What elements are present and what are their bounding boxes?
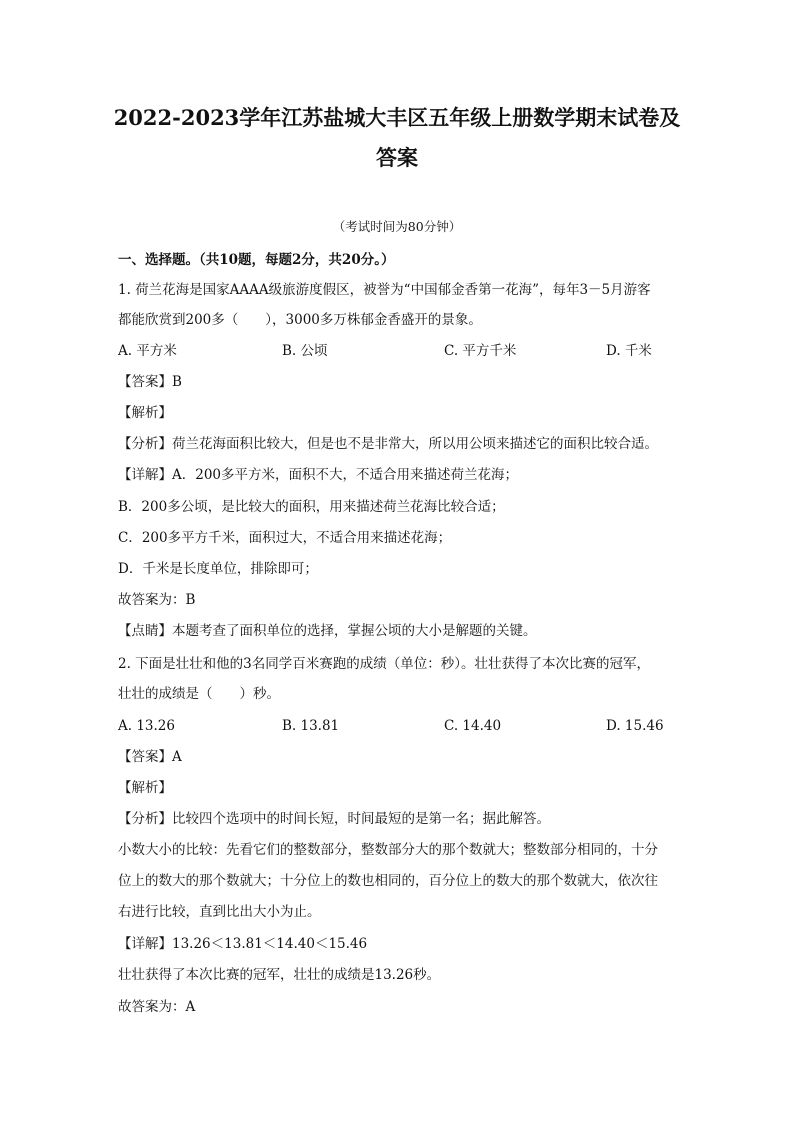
q2-analysis-heading: 【解析】 bbox=[118, 780, 172, 796]
q1-option-c: C. 平方千米 bbox=[444, 343, 517, 359]
q2-analysis: 【分析】比较四个选项中的时间长短，时间最短的是第一名；据此解答。 bbox=[118, 811, 550, 827]
q1-answer: 【答案】B bbox=[118, 374, 182, 390]
q2-option-d: D. 15.46 bbox=[606, 718, 664, 734]
q2-detail-2: 壮壮获得了本次比赛的冠军，壮壮的成绩是13.26秒。 bbox=[118, 967, 441, 983]
section-heading: 一、选择题。（共10题，每题2分，共20分。） bbox=[118, 252, 395, 268]
q2-rule-line-1: 小数大小的比较：先看它们的整数部分，整数部分大的那个数就大；整数部分相同的，十分 bbox=[118, 842, 658, 858]
q1-stem-line-2: 都能欣赏到200多（ ），3000多万株郁金香盛开的景象。 bbox=[118, 312, 482, 328]
q1-detail-3: C．200多平方千米，面积过大，不适合用来描述花海； bbox=[118, 530, 452, 546]
q2-option-b: B. 13.81 bbox=[282, 718, 340, 734]
q1-analysis: 【分析】荷兰花海面积比较大，但是也不是非常大，所以用公顷来描述它的面积比较合适。 bbox=[118, 436, 658, 452]
q2-option-a: A. 13.26 bbox=[118, 718, 175, 734]
q2-rule-line-2: 位上的数大的那个数就大；十分位上的数也相同的，百分位上的数大的那个数就大，依次往 bbox=[118, 873, 658, 889]
q2-detail-1: 【详解】13.26＜13.81＜14.40＜15.46 bbox=[118, 936, 368, 952]
q2-answer: 【答案】A bbox=[118, 749, 182, 765]
q1-analysis-heading: 【解析】 bbox=[118, 405, 172, 421]
q1-comment: 【点睛】本题考查了面积单位的选择，掌握公顷的大小是解题的关键。 bbox=[118, 623, 537, 639]
q2-stem-line-1: 2. 下面是壮壮和他的3名同学百米赛跑的成绩（单位：秒）。壮壮获得了本次比赛的冠军， bbox=[118, 656, 651, 672]
q2-final-answer: 故答案为：A bbox=[118, 999, 196, 1015]
document-title-line-2: 答案 bbox=[376, 145, 418, 170]
exam-time-note: （考试时间为80分钟） bbox=[332, 219, 462, 234]
q1-option-a: A. 平方米 bbox=[118, 343, 177, 359]
q1-detail-1: 【详解】A．200多平方米，面积不大，不适合用来描述荷兰花海； bbox=[118, 467, 519, 483]
q1-option-d: D. 千米 bbox=[606, 343, 652, 359]
q1-detail-2: B．200多公顷，是比较大的面积，用来描述荷兰花海比较合适； bbox=[118, 499, 505, 515]
document-title-line-1: 2022-2023学年江苏盐城大丰区五年级上册数学期末试卷及 bbox=[113, 105, 681, 130]
q1-final-answer: 故答案为：B bbox=[118, 592, 196, 608]
q1-stem-line-1: 1. 荷兰花海是国家AAAA级旅游度假区，被誉为“中国郁金香第一花海”，每年3－5月游客 bbox=[118, 282, 651, 298]
q1-detail-4: D．千米是长度单位，排除即可； bbox=[118, 561, 318, 577]
q2-stem-line-2: 壮壮的成绩是（ ）秒。 bbox=[118, 686, 280, 702]
q2-option-c: C. 14.40 bbox=[444, 718, 502, 734]
q1-option-b: B. 公顷 bbox=[282, 343, 328, 359]
q2-rule-line-3: 右进行比较，直到比出大小为止。 bbox=[118, 904, 321, 920]
